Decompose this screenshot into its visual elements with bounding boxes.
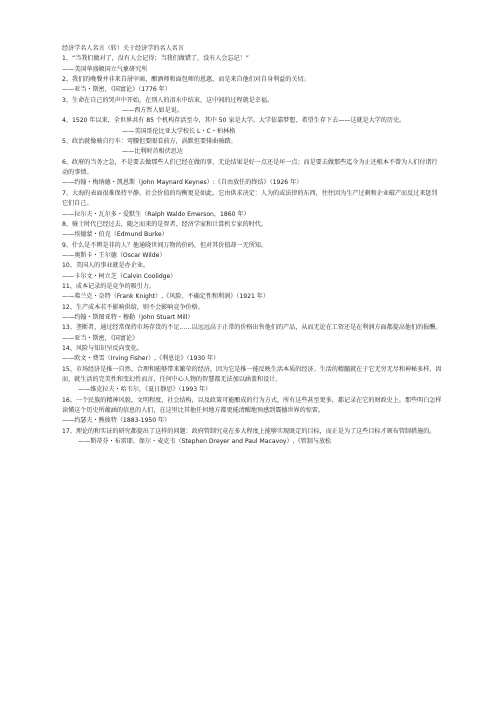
quote-line: 16、一个民族的精神风貌、文明程度、社会结构，以及政策可能酿成的行为方式，所有这些甚至更多，都记录在它的财政史上。那些明白怎样读懂这个历史所蕴涵的信息的人们，在这里比其他任何地方都更能清醒地预感到震撼世界的惊雷。 bbox=[62, 396, 442, 415]
document-title: 经济学名人名言（转）关于经济学的名人名言 bbox=[62, 45, 184, 52]
quote-source: ——卡尔文・柯立芝（Calvin Coolidge） bbox=[62, 272, 177, 280]
quote-source: ——奥斯卡・王尔德（Oscar Wilde） bbox=[62, 251, 166, 259]
quote-source: ——约瑟夫・熊彼特（1883-1950 年） bbox=[62, 417, 171, 425]
quote-source: ——比利时首相伏思达 bbox=[122, 148, 183, 156]
quote-line: 14、风险与知识呈反向变化。 bbox=[62, 344, 143, 352]
quote-source: ——埃德蒙・伯克（Edmund Burke） bbox=[62, 231, 168, 239]
quote-line: 8、骑士时代已经过去，随之而来的是智者、经济学家和计算机专家的时代。 bbox=[62, 220, 267, 228]
quote-line: 10、美国人的事业就是办企业。 bbox=[62, 262, 149, 270]
quote-line: 17、理论的和实证的研究都提出了这样的问题：政府管制究竟在多大程度上能够实现既定的目标，而正是为了这些目标才颁布管制措施的。 bbox=[62, 427, 436, 435]
quote-line: 15、市场经济是推一自然、合理和能够带来繁荣的经济，因为它是推一能反映生活本质的经济。生活的精髓就在于它无穷无尽和神秘多样，因而，就生活的完美性和变幻性而言，任何中心人物的智慧都无法加以涵盖和设计。 bbox=[62, 365, 442, 383]
quote-source: ——欧文・费雪（Irving Fisher）,《利息论》（1930 年） bbox=[62, 355, 220, 363]
quote-line: 1、“当我们做对了，没有人会记得；当我们做错了，没有人会忘记！” bbox=[62, 55, 249, 63]
quote-source: ——弗兰克・奈特（Frank Knight）,《风险、不确定性和利润》（1921 年） bbox=[62, 293, 269, 301]
quote-source: ——拉尔夫・瓦尔多・爱默生（Ralph Waldo Emerson，1860 年） bbox=[62, 210, 250, 218]
quote-line: 5、政治就像骑自行车：弯腰但要眼看前方，涡默但要排曲骑踏。 bbox=[62, 138, 237, 146]
quote-line: 12、生产成本若不影响供给，则不会影响竞争价格。 bbox=[62, 303, 204, 311]
quote-line: 4、1520 年以来，全世界共有 85 个机构存活至今，其中 50 家是大学。大学依靠梦想、希望生存下去——这就是大学的历史。 bbox=[62, 117, 406, 125]
quote-line: 13、垄断者，通过经常保持市场存货的不足……以远远高于正常的价格出售他们的产品，从而无论在工资还是在利润方面都提高他们的报酬。 bbox=[62, 324, 442, 332]
quote-source: ——约翰・斯图亚特・穆勒（John Stuart Mill） bbox=[62, 313, 194, 321]
quote-source: ——亚当・斯密，《国富论》 bbox=[62, 334, 139, 342]
quote-line: 2、我们的晚餐并非来自屠宰商、酿酒师和面包师的恩惠，而是来自他们对自身利益的关切。 bbox=[62, 76, 310, 84]
quote-line: 7、大海的表面很难保持平静，社会价值的均衡更是如此。它由供求决定：人为的或法律的东西，往往因为生产过剩和企业破产而反过来惩罚它们自己。 bbox=[62, 189, 438, 208]
document-page bbox=[62, 44, 442, 447]
quote-source: ——维克拉夫・哈韦尔，《夏日静思》（1993 年） bbox=[78, 386, 212, 394]
quote-line: 3、生命在自己的哭声中开始，在别人的泪水中结束，这中间的过程就是幸福。 bbox=[62, 96, 274, 104]
quote-source: ——美国华盛顿国立气象研究所 bbox=[62, 65, 148, 73]
quote-line: 6、政府的当务之急，不是要去做那些人们已经在做的事，无论结果是好一点还是坏一点；而是要去做那些迄今为止还根本不曾为人们付诸行动的事情。 bbox=[62, 158, 438, 177]
quote-line: 11、成本记录的是竞争的吸引力。 bbox=[62, 282, 156, 290]
quote-source: ——亚当・斯密，《国富论》（1776 年） bbox=[62, 86, 171, 94]
quote-source: ——约翰・梅纳德・凯恩斯（John Maynard Keynes）:《自由放任的终结》（1926 年） bbox=[62, 179, 303, 187]
quote-line: 9、什么是不辨是非的人？他通晓世间万物的价码，但对其价值却一无所知。 bbox=[62, 241, 267, 249]
quote-source: ——美国哥伦比亚大学校长 L・C・柏林格 bbox=[122, 127, 236, 135]
quote-source: ——西方哲人如是说。 bbox=[122, 107, 183, 115]
quote-source: ——斯蒂芬・布雷耶、保尔・麦克韦（Stephen Dreyer and Paul Macavoy）,《管制与放松 bbox=[78, 438, 332, 446]
